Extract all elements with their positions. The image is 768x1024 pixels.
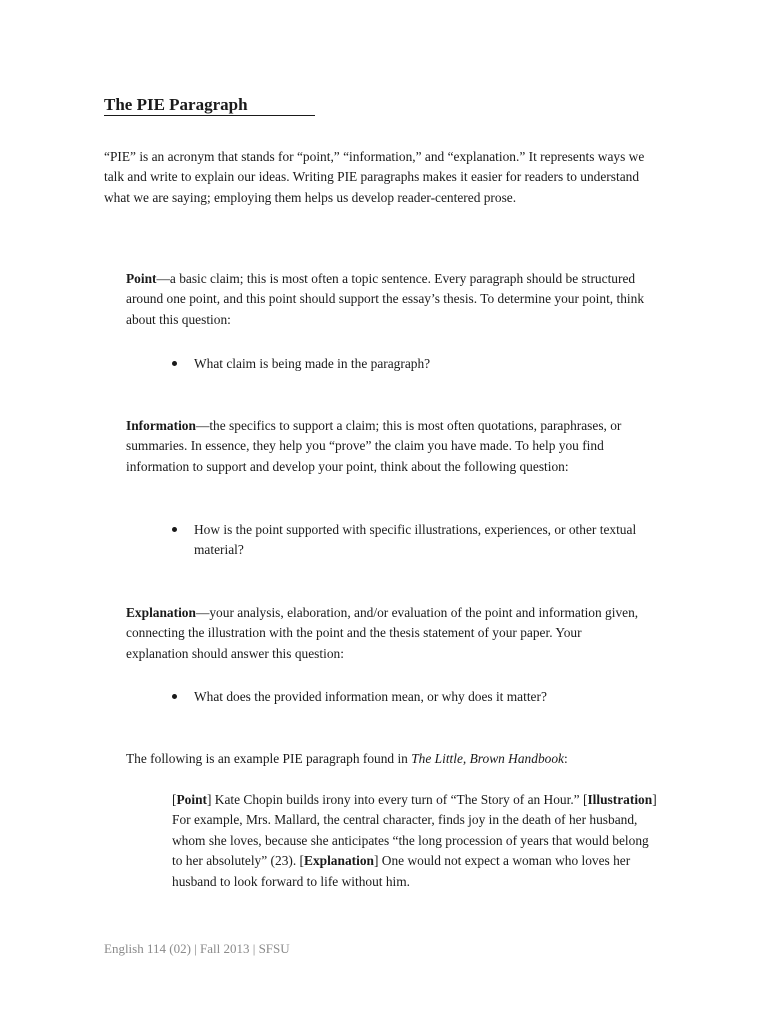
bracket: ]	[206, 792, 212, 807]
bracket: [	[582, 792, 588, 807]
page-title: The PIE Paragraph	[104, 95, 248, 114]
bracket: ]	[373, 853, 379, 869]
book-title: The Little, Brown Handbook	[411, 751, 564, 766]
explanation-section	[126, 603, 646, 664]
title-underline	[104, 115, 315, 116]
example-sentence-1: Kate Chopin builds irony into every turn of “The Story of an Hour.”	[211, 792, 583, 807]
point-term: Point	[126, 271, 157, 286]
explanation-tag: Explanation	[304, 853, 374, 869]
explanation-term: Explanation	[126, 605, 196, 620]
information-bullet-text: How is the point supported with specific illustrations, experiences, or other textual material?	[194, 522, 637, 558]
explanation-text: —your analysis, elaboration, and/or evaluation of the point and information given, connecting the illustration with the point and the thesis statement of your paper. Your explanation should answer this question:	[126, 605, 639, 661]
bullet-icon	[172, 520, 194, 540]
example-paragraph	[172, 790, 657, 892]
bracket: ]	[652, 792, 657, 807]
bullet-icon	[172, 687, 194, 707]
point-text: —a basic claim; this is most often a topic sentence. Every paragraph should be structured around one point, and this point should support the essay’s thesis. To determine your point, think about this question:	[126, 271, 645, 327]
bracket: [	[299, 853, 305, 869]
example-sentence-2: For example, Mrs. Mallard, the central character, finds joy in the death of her husband, whom she loves, because she anticipates “the long procession of years that would belong to her absolutely” (23).	[172, 812, 649, 869]
example-sentence-3: One would not expect a woman who loves her husband to look forward to life without him.	[172, 853, 631, 889]
bracket: [	[172, 792, 177, 807]
point-bullet-text: What claim is being made in the paragraph?	[194, 356, 431, 371]
example-intro-end: :	[563, 751, 568, 766]
point-tag: Point	[176, 792, 207, 807]
example-intro	[126, 749, 646, 769]
example-intro-text: The following is an example PIE paragraph found in	[126, 751, 412, 766]
page-footer: English 114 (02) | Fall 2013 | SFSU	[104, 941, 290, 956]
information-bullet	[172, 520, 642, 561]
explanation-bullet-text: What does the provided information mean, or why does it matter?	[194, 689, 547, 704]
point-bullet	[172, 354, 642, 374]
intro-paragraph: “PIE” is an acronym that stands for “point,” “information,” and “explanation.” It represents ways we talk and write to explain our ideas. Writing PIE paragraphs makes it easier for readers to understand what we are saying; employing them helps us develop reader-centered prose.	[104, 149, 645, 205]
information-section	[126, 416, 646, 477]
information-term: Information	[126, 418, 196, 433]
illustration-tag: Illustration	[587, 792, 653, 807]
explanation-bullet	[172, 687, 642, 707]
point-section	[126, 269, 646, 330]
information-text: —the specifics to support a claim; this is most often quotations, paraphrases, or summaries. In essence, they help you “prove” the claim you have made. To help you find information to support and develop your point, think about the following question:	[126, 418, 622, 474]
bullet-icon	[172, 354, 194, 374]
